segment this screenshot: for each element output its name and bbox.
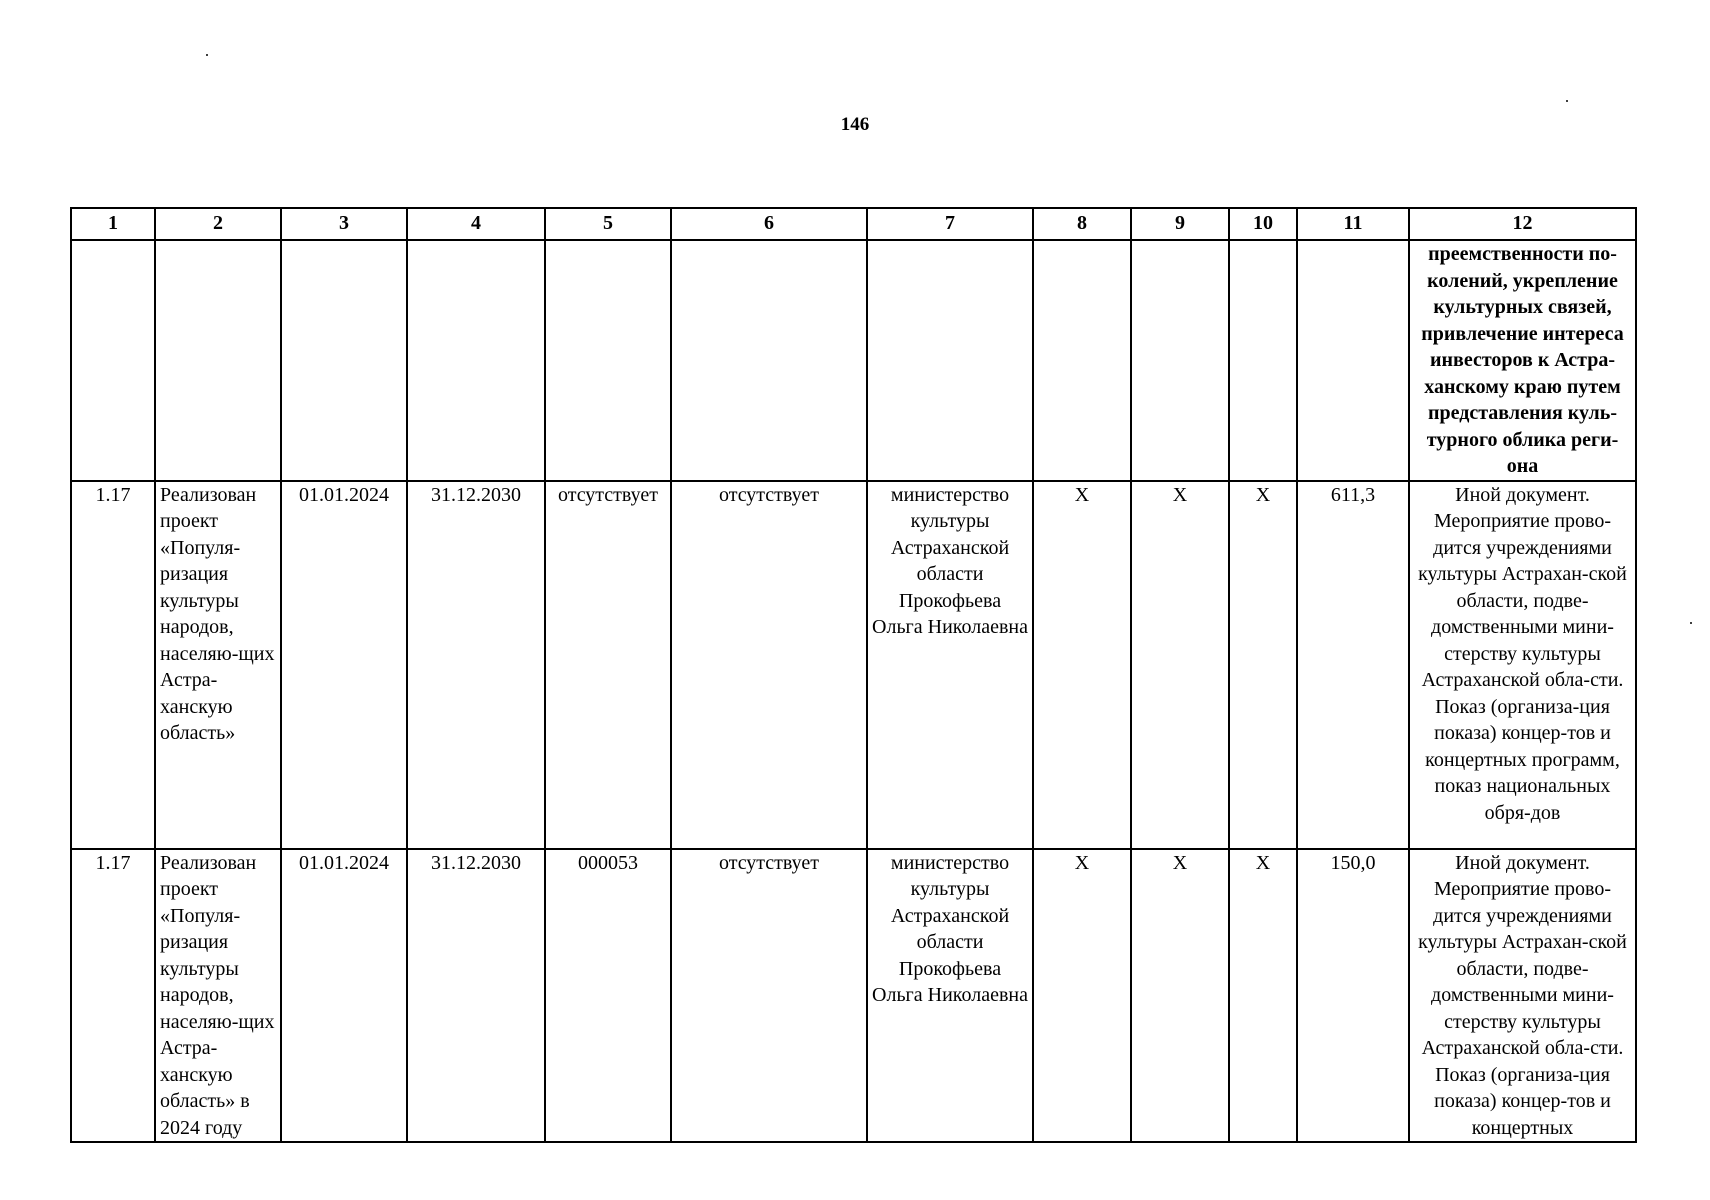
scan-speck xyxy=(1690,622,1692,624)
header-cell-2: 2 xyxy=(155,208,281,240)
project-name: Реализован проект «Популя-ризация культуры народов, населяю-щих Астра-ханскую область» в 2024 году xyxy=(155,849,281,1143)
col6-cell: отсутствует xyxy=(671,849,867,1143)
header-cell-8: 8 xyxy=(1033,208,1131,240)
header-cell-10: 10 xyxy=(1229,208,1297,240)
start-date: 01.01.2024 xyxy=(281,849,407,1143)
header-row xyxy=(71,208,1636,240)
scan-speck xyxy=(206,54,208,56)
responsible-cell: министерство культуры Астраханской области Прокофьева Ольга Николаевна xyxy=(867,481,1033,849)
amount-cell: 611,3 xyxy=(1297,481,1409,849)
note-cell: Иной документ. Мероприятие прово-дится учреждениями культуры Астрахан-ской области, подве-домственными мини-стерству культуры Астраханской обла-сти. Показ (организа-ция показа) концер-тов и концертных программ, показ национальных обря-дов xyxy=(1409,481,1636,849)
continuation-note: преемственности по-колений, укрепление культурных связей, привлечение интереса инвесторов к Астра-ханскому краю путем представления куль-турного облика реги-она xyxy=(1409,240,1636,481)
col10-cell: X xyxy=(1229,849,1297,1143)
end-date: 31.12.2030 xyxy=(407,849,545,1143)
end-date: 31.12.2030 xyxy=(407,481,545,849)
header-cell-3: 3 xyxy=(281,208,407,240)
header-cell-12: 12 xyxy=(1409,208,1636,240)
continuation-row xyxy=(71,240,1636,481)
col8-cell: X xyxy=(1033,481,1131,849)
header-cell-5: 5 xyxy=(545,208,671,240)
col6-cell: отсутствует xyxy=(671,481,867,849)
scan-speck xyxy=(1566,100,1568,102)
header-cell-11: 11 xyxy=(1297,208,1409,240)
page-number: 146 xyxy=(840,114,870,135)
code-cell: 000053 xyxy=(545,849,671,1143)
col8-cell: X xyxy=(1033,849,1131,1143)
responsible-cell: министерство культуры Астраханской области Прокофьева Ольга Николаевна xyxy=(867,849,1033,1143)
header-cell-7: 7 xyxy=(867,208,1033,240)
header-cell-1: 1 xyxy=(71,208,155,240)
amount-cell: 150,0 xyxy=(1297,849,1409,1143)
header-cell-6: 6 xyxy=(671,208,867,240)
header-cell-9: 9 xyxy=(1131,208,1229,240)
project-name: Реализован проект «Популя-ризация культуры народов, населяю-щих Астра-ханскую область» xyxy=(155,481,281,849)
col9-cell: X xyxy=(1131,481,1229,849)
start-date: 01.01.2024 xyxy=(281,481,407,849)
header-cell-4: 4 xyxy=(407,208,545,240)
row-number: 1.17 xyxy=(71,849,155,1143)
code-cell: отсутствует xyxy=(545,481,671,849)
table-row xyxy=(71,849,1636,1143)
col9-cell: X xyxy=(1131,849,1229,1143)
data-table xyxy=(70,207,1637,1143)
table-row xyxy=(71,481,1636,849)
row-number: 1.17 xyxy=(71,481,155,849)
note-cell: Иной документ. Мероприятие прово-дится учреждениями культуры Астрахан-ской области, подве-домственными мини-стерству культуры Астраханской обла-сти. Показ (организа-ция показа) концер-тов и концертных xyxy=(1409,849,1636,1143)
col10-cell: X xyxy=(1229,481,1297,849)
